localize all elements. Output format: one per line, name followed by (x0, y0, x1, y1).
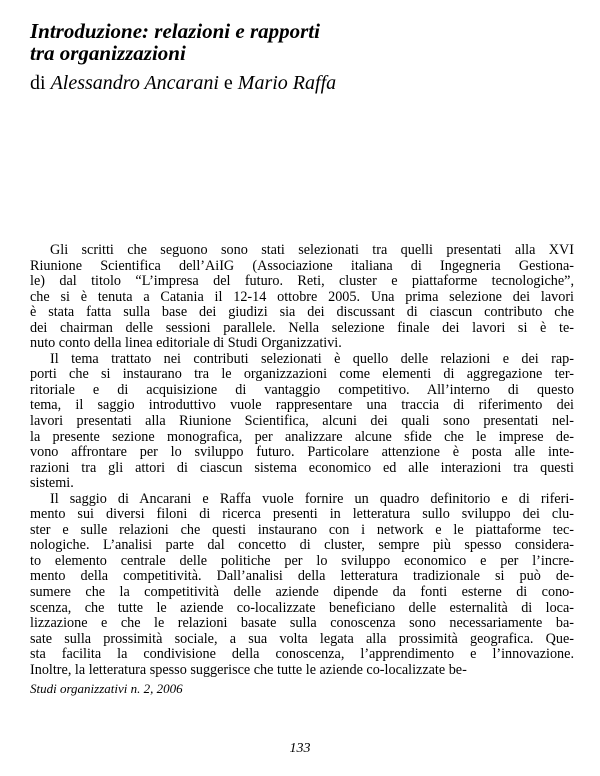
paragraph-line: sate sulla prossimità sociale, a sua volta legata alla prossimità geografica. Que- (30, 630, 574, 647)
paragraph-line: scenza, che tutte le aziende co-localizzate beneficiano delle esternalità di loca- (30, 599, 574, 616)
paragraph-line: Il tema trattato nei contributi selezionati è quello delle relazioni e dei rap- (50, 350, 574, 367)
paragraph-line: porti che si instaurano tra le organizzazioni come elementi di aggregazione ter- (30, 366, 574, 383)
paragraph-line: nuto conto della linea editoriale di Studi Organizzativi. (30, 335, 342, 352)
paragraph-line: mento sui diversi filoni di ricerca presenti in letteratura sullo sviluppo dei clu- (30, 506, 574, 523)
paragraph (30, 492, 574, 679)
paragraph-line: è stata fatta sulla base dei giudizi sia dei discussant di ciascun contributo che (30, 304, 574, 321)
paragraph (30, 243, 574, 352)
paragraph-line: lizzazione e che le relazioni basate sulla conoscenza sono necessariamente ba- (30, 615, 574, 632)
paragraph-line: che si è tenuta a Catania il 12-14 ottobre 2005. Una prima selezione dei lavori (30, 288, 574, 305)
paragraph (30, 352, 574, 492)
paragraph-line: sta facilita la condivisione della conoscenza, l’apprendimento e l’innovazione. (30, 646, 574, 663)
paragraph-line: to elemento centrale delle politiche per lo sviluppo economico e per l’incre- (30, 552, 574, 569)
paragraph-line: lavori presentati alla Riunione Scientifica, alcuni dei quali sono presentati nel- (30, 413, 574, 430)
paragraph-line: sistemi. (30, 475, 74, 492)
article-body (30, 243, 574, 678)
byline (30, 71, 336, 95)
author-name: Mario Raffa (237, 72, 337, 94)
paragraph-line: nologiche. L’analisi parte dal concetto di cluster, sempre più spesso considera- (30, 537, 574, 554)
page-number: 133 (289, 741, 311, 756)
paragraph-line: Il saggio di Ancarani e Raffa vuole fornire un quadro definitorio e di riferi- (50, 490, 574, 507)
paragraph-line: vono affrontare per lo sviluppo futuro. Particolare attenzione è posta alle inte- (30, 444, 574, 461)
paragraph-line: la presente sezione monografica, per analizzare alcune sfide che le imprese de- (30, 428, 574, 445)
article-title-line: Introduzione: relazioni e rapporti (30, 19, 320, 43)
author-name: Alessandro Ancarani (50, 72, 219, 94)
byline-conjunction: e (223, 72, 233, 94)
paragraph-line: dei chairman delle sessioni parallele. Nella selezione finale dei lavori si è te- (30, 319, 574, 336)
byline-prefix: di (30, 72, 46, 94)
article-title-line: tra organizzazioni (30, 41, 186, 65)
paragraph-line: Gli scritti che seguono sono stati selezionati tra quelli presentati alla XVI (50, 242, 574, 258)
paragraph-line: razioni tra gli attori di ciascun sistema economico ed alle interazioni tra questi (30, 459, 574, 476)
paragraph-line: le) dal titolo “L’impresa del futuro. Reti, cluster e piattaforme tecnologiche”, (30, 273, 574, 290)
paragraph-line: mento della competitività. Dall’analisi della letteratura tradizionale si può de- (30, 568, 574, 585)
paragraph-line: tema, il saggio introduttivo vuole rappresentare una traccia di riferimento dei (30, 397, 574, 414)
paragraph-line: ster e sulle relazioni che questi instaurano con i network e le piattaforme tec- (30, 521, 574, 538)
paragraph-line: sumere che la competitività delle aziende dipende da fonti esterne di cono- (30, 584, 574, 601)
paragraph-line: Inoltre, la letteratura spesso suggerisce che tutte le aziende co-localizzate be- (30, 661, 467, 678)
journal-citation: Studi organizzativi n. 2, 2006 (30, 681, 183, 696)
article-title (30, 20, 530, 64)
paragraph-line: ritoriale e di acquisizione di vantaggio competitivo. All’interno di questo (30, 381, 574, 398)
paragraph-line: Riunione Scientifica dell’AiIG (Associazione italiana di Ingegneria Gestiona- (30, 257, 574, 274)
